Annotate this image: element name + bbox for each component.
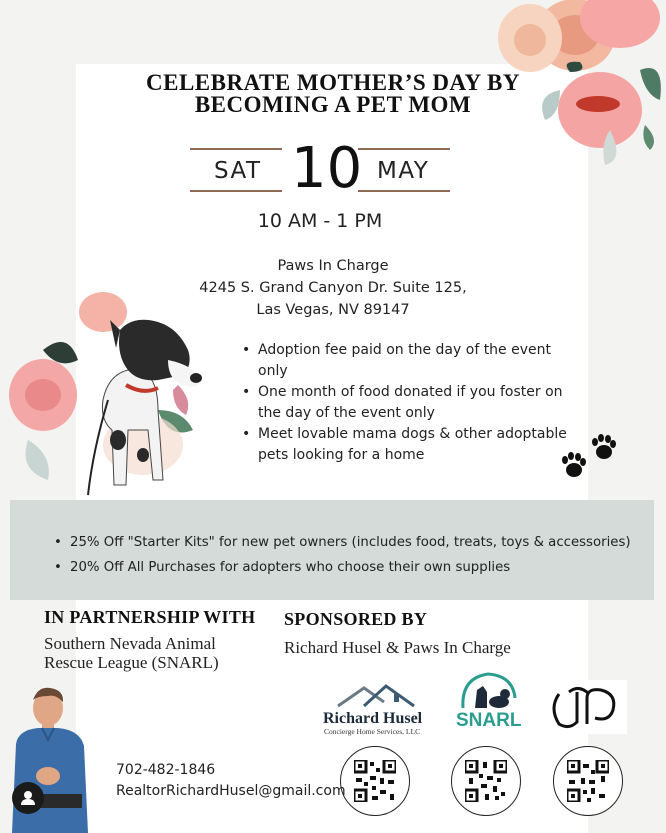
location-street: 4245 S. Grand Canyon Dr. Suite 125, [199, 280, 467, 296]
location-name: Paws In Charge [277, 258, 389, 274]
date-day-number: 10 [291, 136, 363, 201]
contact-email[interactable]: RealtorRichardHusel@gmail.com [116, 783, 346, 799]
event-title-line-2: BECOMING A PET MOM [194, 92, 472, 117]
paws-in-charge-logo-icon [547, 680, 627, 734]
richard-husel-logo-name: Richard Husel [323, 710, 423, 727]
partnership-heading: IN PARTNERSHIP WITH [44, 607, 256, 627]
event-perks-list [242, 340, 582, 466]
discount-item: • 20% Off All Purchases for adopters who choose their own supplies [54, 555, 631, 580]
dog-illustration [8, 290, 218, 505]
partnership-line-2: Rescue League (SNARL) [44, 653, 219, 672]
perk-item: • Meet lovable mama dogs & other adoptable pets looking for a home [242, 424, 582, 466]
qr-code-paws-in-charge[interactable] [553, 746, 623, 816]
qr-code-snarl[interactable] [451, 746, 521, 816]
location-city: Las Vegas, NV 89147 [256, 302, 410, 318]
date-month: MAY [377, 158, 430, 184]
contact-phone[interactable]: 702-482-1846 [116, 762, 216, 778]
qr-code-richard-husel[interactable] [340, 746, 410, 816]
person-icon [12, 782, 44, 814]
discount-item: • 25% Off "Starter Kits" for new pet owners (includes food, treats, toys & accessories) [54, 530, 631, 555]
discount-list [54, 530, 631, 580]
paw-prints-icon [556, 432, 622, 488]
date-rule-right-top [358, 148, 450, 150]
date-rule-right-bottom [358, 190, 450, 192]
event-title-line-1: CELEBRATE MOTHER’S DAY BY [146, 70, 520, 95]
date-rule-left-top [190, 148, 282, 150]
snarl-logo-text: SNARL [456, 710, 522, 731]
date-rule-left-bottom [190, 190, 282, 192]
sponsor-name: Richard Husel & Paws In Charge [284, 638, 511, 657]
perk-item: • One month of food donated if you foster on the day of the event only [242, 382, 582, 424]
richard-husel-logo-subtitle: Concierge Home Services, LLC [324, 727, 421, 736]
house-logo-icon [334, 682, 418, 710]
partnership-line-1: Southern Nevada Animal [44, 634, 216, 653]
user-avatar-icon[interactable] [12, 782, 44, 814]
snarl-logo-icon [453, 668, 523, 716]
date-weekday: SAT [214, 158, 262, 184]
sponsor-heading: SPONSORED BY [284, 609, 428, 629]
event-time: 10 AM - 1 PM [257, 210, 383, 232]
perk-item: • Adoption fee paid on the day of the event only [242, 340, 582, 382]
